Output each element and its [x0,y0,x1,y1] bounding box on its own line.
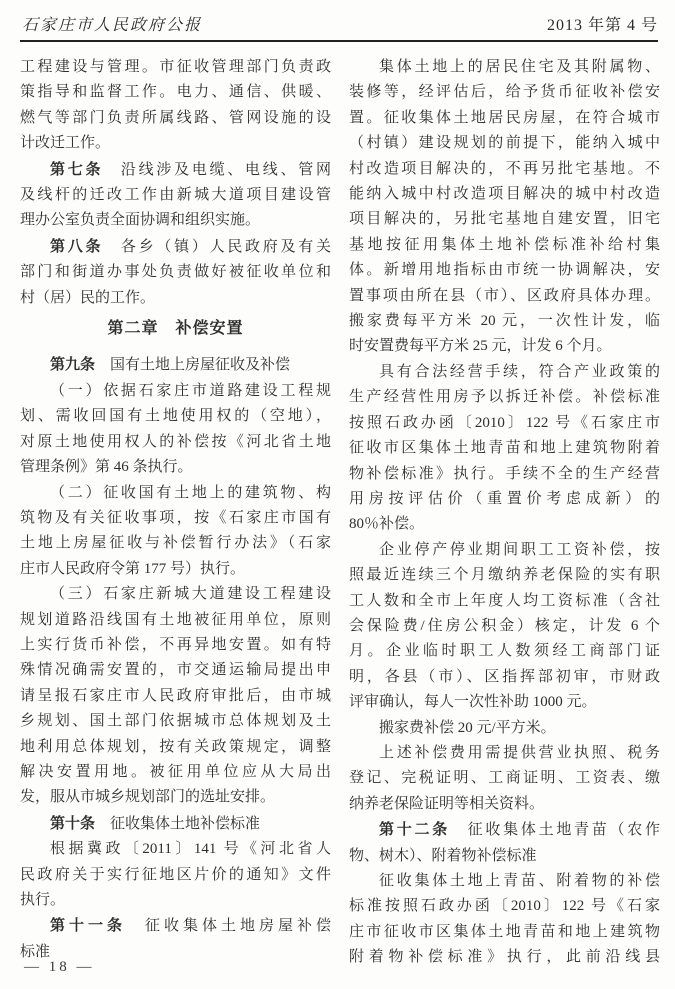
text-line [349,869,660,894]
line-text: 沿线涉及电缆、电线、管网 [103,161,331,178]
line-text: 策指导和监督工作。电力、通信、供暖、 [20,84,331,101]
line-text: 对原土地使用权人的补偿按《河北省土地 [20,433,331,450]
text-line [20,234,331,260]
text-line [20,208,331,233]
line-text: 项目解决的，另批宅基地自建安置，旧宅 [349,211,660,228]
line-text: 各乡（镇）人民政府及有关 [103,238,331,255]
text-line [349,614,660,639]
line-text: 管理条例》第 46 条执行。 [20,459,193,476]
text-line [349,436,660,461]
line-text: 地利用总体规划，按有关政策规定，调整 [20,738,331,755]
line-text: 发，服从市城乡规划部门的选址安排。 [20,789,276,806]
line-text: 80％补偿。 [349,516,425,533]
text-line [349,80,660,105]
text-line [20,709,331,734]
line-text: 征收市区集体土地青苗和地上建筑物附着 [349,440,660,457]
line-text: 时安置费每平方米 25 元，计发 6 个月。 [349,338,612,355]
text-line [349,894,660,919]
line-text: 土地上房屋征收与补偿暂行办法》（石家 [20,535,331,552]
issue-number: 2013 年第 4 号 [546,17,658,34]
text-line [349,741,660,766]
text-line [20,888,331,913]
article-number: 第七条 [50,160,104,178]
text-line [20,557,331,582]
line-text: 根据冀政〔2011〕141 号《河北省人 [50,841,331,858]
publication-title: 石家庄市人民政府公报 [22,17,203,34]
line-text: 筑物及有关征收事项，按《石家庄市国有 [20,509,331,526]
text-line [349,792,660,817]
article-number: 第十条 [50,814,96,832]
text-line [20,863,331,888]
line-text: 纳养老保险证明等相关资料。 [349,795,545,812]
text-line [20,684,331,709]
right-text-column [349,55,660,971]
text-line [349,334,660,359]
text-line [20,735,331,760]
text-line [349,385,660,410]
text-line [349,716,660,741]
text-line [20,55,331,80]
text-line [20,430,331,455]
text-line [349,233,660,258]
text-line [20,106,331,131]
text-line [349,817,660,843]
text-line [20,608,331,633]
line-text: 解决安置用地。被征用单位应从大局出 [20,763,331,780]
text-line [20,286,331,311]
line-text: 村（居）民的工作。 [20,289,156,306]
line-text: 划、需收回国有土地使用权的（空地）， [20,408,331,425]
line-text: 国有土地上房屋征收及补偿 [95,357,291,374]
line-text: （一）依据石家庄市道路建设工程规 [50,382,331,399]
line-text: 及线杆的迁改工作由新城大道项目建设管 [20,187,331,204]
line-text: 上述补偿费用需提供营业执照、税务 [379,744,660,761]
line-text: 具有合法经营手续，符合产业政策的 [379,363,660,380]
article-number: 第九条 [50,356,96,374]
line-text: 用房按评估价（重置价考虑成新）的 [349,490,660,507]
line-text: 上实行货币补偿，不再异地安置。如有特 [20,636,331,653]
text-line [20,837,331,862]
line-text: 物补偿标准》执行。手续不全的生产经营 [349,465,660,482]
left-text-column [20,55,331,965]
line-text: 执行。 [20,892,66,908]
text-line [349,945,660,970]
line-text: 燃气等部门负责所属线路、管网设施的设 [20,109,331,126]
article-number: 第十二条 [379,821,450,839]
text-line [349,487,660,512]
line-text: 基地按征用集体土地补偿标准补给村集 [349,236,660,253]
text-line [20,506,331,531]
text-line [20,913,331,939]
text-line [349,766,660,791]
line-text: 规划道路沿线国有土地被征用单位，原则 [20,611,331,628]
text-line [20,183,331,208]
line-text: （三）石家庄新城大道建设工程建设 [50,586,331,603]
text-line [20,811,331,837]
line-text: 标准 [20,943,51,960]
text-line [20,379,331,404]
text-line [349,690,660,715]
line-text: 工人数和全市上年度人均工资标准（含社 [349,592,660,609]
text-line [349,258,660,283]
line-text: 征收集体土地青苗（农作 [449,822,660,839]
text-line [349,512,660,537]
line-text: 村改造项目解决的，不再另批宅基地。不 [349,160,660,177]
text-line [349,665,660,690]
text-line [20,582,331,607]
line-text: 装修等，经评估后，给予货币征收补偿安 [349,84,660,101]
line-text: 集体土地上的居民住宅及其附属物、 [379,59,660,75]
line-text: 搬家费每平方米 20 元，一次性计发，临 [349,313,660,330]
line-text: （二）征收国有土地上的建筑物、构 [50,484,331,501]
text-line [349,284,660,309]
line-text: 标准按照石政办函〔2010〕122 号《石家 [349,898,660,915]
line-text: 照最近连续三个月缴纳养老保险的实有职 [349,567,660,584]
text-line [20,157,331,183]
line-text: 按照石政办函〔2010〕122 号《石家庄市 [349,414,660,431]
text-line [349,360,660,385]
line-text: 会保险费/住房公积金）核定，计发 6 个 [349,617,660,634]
line-text: 体。新增用地指标由市统一协调解决，安 [349,262,660,279]
text-line [349,106,660,131]
line-text: 部门和街道办事处负责做好被征收单位和 [20,264,331,281]
header-rule [20,40,658,42]
line-text: 征收集体土地补偿标准 [95,815,261,832]
text-line [20,352,331,378]
line-text: 登记、完税证明、工商证明、工资表、缴 [349,770,660,787]
line-text: 生产经营性用房予以拆迁补偿。补偿标准 [349,389,660,406]
line-text: 附着物补偿标准》执行，此前沿线县 [349,949,660,966]
article-number: 第八条 [50,237,104,255]
line-text: 殊情况确需安置的，市交通运输局提出申 [20,662,331,679]
line-text: 能纳入城中村改造项目解决的城中村改造 [349,186,660,203]
line-text: 置事项由所在县（市）、区政府具体办理。 [349,287,660,304]
text-line [349,589,660,614]
line-text: 征收集体土地上青苗、附着物的补偿 [379,873,660,889]
line-text: 征收集体土地房屋补偿 [126,918,331,935]
text-line [349,639,660,664]
text-line [349,157,660,182]
text-line [349,207,660,232]
text-line [349,131,660,156]
line-text: 工程建设与管理。市征收管理部门负责政 [20,59,331,75]
text-line [349,182,660,207]
text-line [20,531,331,556]
text-line [349,411,660,436]
text-line [20,80,331,105]
text-line [20,131,331,156]
line-text: 月。企业临时职工人数须经工商部门证 [349,643,660,660]
text-line [349,309,660,334]
text-line [20,481,331,506]
text-line [349,55,660,80]
line-text: 庄市征收市区集体土地青苗和地上建筑物 [349,923,660,940]
line-text: 庄市人民政府令第 177 号）执行。 [20,560,246,577]
chapter-heading [20,316,331,341]
text-line [20,785,331,810]
text-line [20,404,331,429]
page-number: — 18 — [24,959,95,975]
text-line [20,633,331,658]
text-line [349,538,660,563]
text-line [20,455,331,480]
text-line [20,260,331,285]
line-text: 理办公室负责全面协调和组织实施。 [20,212,261,229]
text-line [349,462,660,487]
line-text: 乡规划、国土部门依据城市总体规划及土 [20,713,331,730]
line-text: 企业停产停业期间职工工资补偿，按 [379,541,660,558]
text-line [20,658,331,683]
line-text: 计改迁工作。 [20,135,111,152]
line-text: 民政府关于实行征地区片价的通知》文件 [20,866,331,883]
text-line [20,760,331,785]
line-text: 第二章 补偿安置 [107,320,244,338]
line-text: 明，各县（市）、区指挥部初审，市财政 [349,668,660,685]
line-text: 搬家费补偿 20 元/平方米。 [379,719,556,736]
text-line [349,563,660,588]
line-text: 评审确认，每人一次性补助 1000 元。 [349,694,597,711]
line-text: （村镇）建设规划的前提下，能纳入城中 [349,135,660,152]
article-number: 第十一条 [50,917,126,935]
text-line [349,920,660,945]
line-text: 置。征收集体土地居民房屋，在符合城市 [349,109,660,126]
text-line [349,844,660,869]
line-text: 请呈报石家庄市人民政府审批后，由市城 [20,687,331,704]
running-header [20,12,658,34]
line-text: 物、树木）、附着物补偿标准 [349,847,537,864]
